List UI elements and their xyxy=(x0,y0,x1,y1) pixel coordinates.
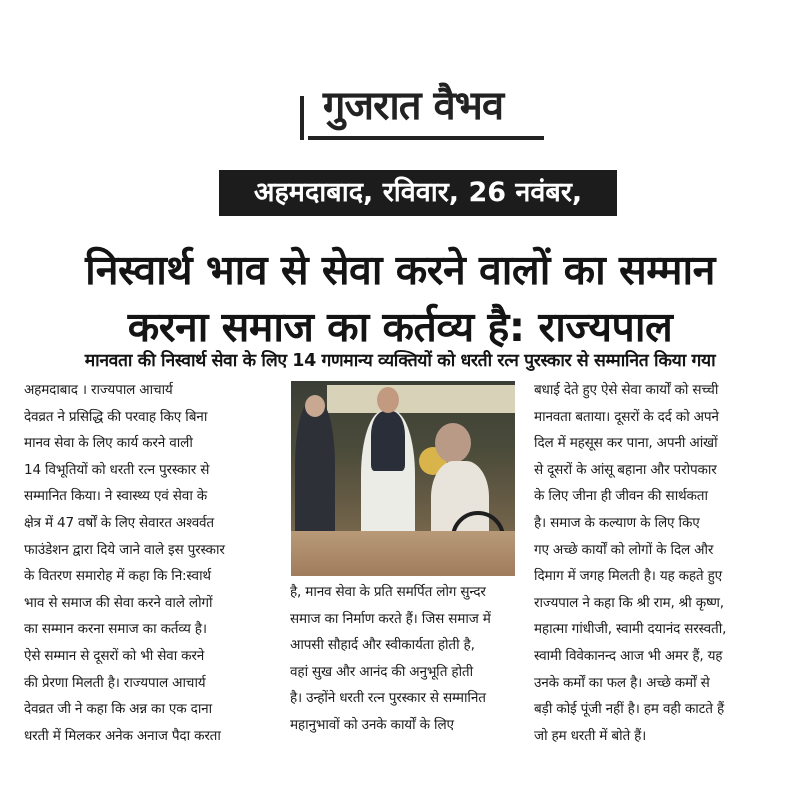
text-line: देवव्रत जी ने कहा कि अन्न का एक दाना xyxy=(24,701,212,718)
text-line: मानवता बताया। दूसरों के दर्द को अपने xyxy=(534,408,719,425)
text-line: के वितरण समारोह में कहा कि नि:स्वार्थ xyxy=(24,568,211,585)
text-line: आपसी सौहार्द और स्वीकार्यता होती है, xyxy=(290,637,475,654)
text-line: मानव सेवा के लिए कार्य करने वाली xyxy=(24,435,193,452)
text-line: है। समाज के कल्याण के लिए किए xyxy=(534,514,700,531)
text-line: दिल में महसूस कर पाना, अपनी आंखों xyxy=(534,435,718,452)
text-line: देवव्रत ने प्रसिद्धि की परवाह किए बिना xyxy=(24,408,208,425)
text-line: 14 विभूतियों को धरती रत्न पुरस्कार से xyxy=(24,461,210,478)
text-line: गए अच्छे कार्यों को लोगों के दिल और xyxy=(534,541,714,558)
text-line: दिमाग में जगह मिलती है। यह कहते हुए xyxy=(534,568,722,585)
text-line: बड़ी कोई पूंजी नहीं है। हम वही काटते हैं xyxy=(534,701,724,718)
dateline: अहमदाबाद, रविवार, 26 नवंबर, 2023 xyxy=(219,170,617,216)
text-line: है, मानव सेवा के प्रति समर्पित लोग सुन्दर xyxy=(290,584,486,600)
text-line: भाव से समाज की सेवा करने वाले लोगों xyxy=(24,594,213,611)
text-line: वहां सुख और आनंद की अनुभूति होती xyxy=(290,663,473,680)
award-ceremony-photo xyxy=(291,381,515,576)
text-line: क्षेत्र में 47 वर्षों के लिए सेवारत अश्वर्वत xyxy=(24,514,214,531)
text-line: धरती में मिलकर अनेक अनाज पैदा करता xyxy=(24,727,221,744)
photo-banner xyxy=(327,385,515,413)
article-column-2 xyxy=(290,579,518,739)
masthead-title: गुजरात वैभव xyxy=(322,83,504,129)
person-figure xyxy=(377,387,399,413)
person-figure xyxy=(435,423,471,463)
article-column-3 xyxy=(534,377,780,749)
text-line: है। उन्होंने धरती रत्न पुरस्कार से सम्मानित xyxy=(290,690,486,707)
photo-stage xyxy=(291,531,515,576)
text-line: महात्मा गांधीजी, स्वामी दयानंद सरस्वती, xyxy=(534,621,727,638)
person-figure xyxy=(371,411,405,471)
text-line: अहमदाबाद । राज्यपाल आचार्य xyxy=(24,382,173,398)
text-line: के लिए जीना ही जीवन की सार्थकता xyxy=(534,488,708,505)
text-line: से दूसरों के आंसू बहाना और परोपकार xyxy=(534,461,717,478)
masthead-rule xyxy=(308,136,544,140)
masthead-tick xyxy=(300,96,304,140)
text-line: राज्यपाल ने कहा कि श्री राम, श्री कृष्ण, xyxy=(534,594,724,611)
text-line: बधाई देते हुए ऐसे सेवा कार्यों को सच्ची xyxy=(534,382,719,398)
text-line: ऐसे सम्मान से दूसरों को भी सेवा करने xyxy=(24,647,205,664)
article-column-1 xyxy=(24,377,286,749)
person-figure xyxy=(305,395,325,417)
text-line: का सम्मान करना समाज का कर्तव्य है। xyxy=(24,621,207,638)
text-line: स्वामी विवेकानन्द आज भी अमर हैं, यह xyxy=(534,647,723,664)
text-line: महानुभावों को उनके कार्यों के लिए xyxy=(290,716,454,733)
masthead xyxy=(300,78,550,148)
text-line: फाउंडेशन द्वारा दिये जाने वाले इस पुरस्कार xyxy=(24,541,225,558)
text-line: की प्रेरणा मिलती है। राज्यपाल आचार्य xyxy=(24,674,206,691)
text-line: जो हम धरती में बोते हैं। xyxy=(534,727,647,744)
text-line: समाज का निर्माण करते हैं। जिस समाज में xyxy=(290,610,491,627)
text-line: सम्मानित किया। ने स्वास्थ्य एवं सेवा के xyxy=(24,488,208,505)
text-line: उनके कर्मों का फल है। अच्छे कर्मों से xyxy=(534,674,710,691)
headline-line-2: करना समाज का कर्तव्य है: राज्यपाल xyxy=(127,303,673,351)
headline-line-1: निस्वार्थ भाव से सेवा करने वालों का सम्मान xyxy=(85,246,715,294)
subheadline: मानवता की निस्वार्थ सेवा के लिए 14 गणमान्य व्यक्तियों को धरती रत्न पुरस्कार से सम्मानित किया गया xyxy=(84,351,716,371)
